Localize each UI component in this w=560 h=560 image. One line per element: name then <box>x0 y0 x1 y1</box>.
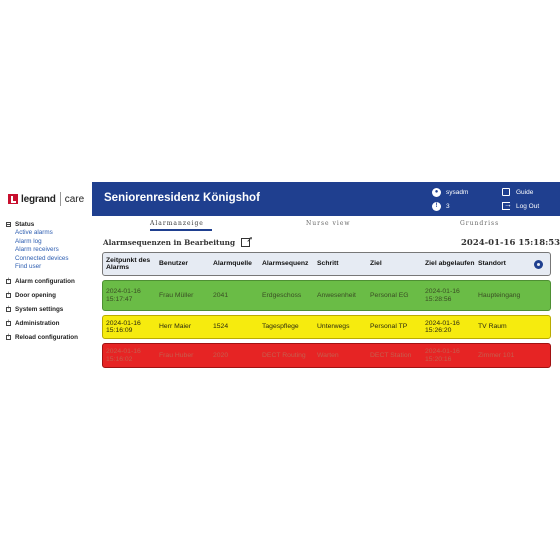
cell-alarm-source: 2041 <box>213 291 229 299</box>
sidebar-item-door-opening[interactable] <box>6 291 92 300</box>
column-header[interactable]: Alarmsequenz <box>262 260 309 268</box>
cell-user: Frau Huber <box>159 351 194 359</box>
view-tabs <box>92 218 560 232</box>
alarm-count-row[interactable] <box>432 199 492 213</box>
cell-user: Frau Müller <box>159 291 194 299</box>
sidebar-item-alarm-receivers[interactable]: Alarm receivers <box>15 246 59 253</box>
cell-target-expired: 2024-01-16 15:28:56 <box>425 288 460 303</box>
user-row[interactable] <box>432 185 492 199</box>
tab-alarmanzeige[interactable]: Alarmanzeige <box>150 220 204 227</box>
expand-icon <box>6 293 11 298</box>
expand-icon <box>6 321 11 326</box>
logo <box>0 182 92 216</box>
sidebar-item-alarm-configuration[interactable] <box>6 277 92 286</box>
sidebar-group-system-settings <box>0 305 92 314</box>
column-header[interactable]: Alarmquelle <box>213 260 252 268</box>
top-bar <box>92 182 560 216</box>
user-status <box>432 185 492 213</box>
logo-product: care <box>64 193 85 205</box>
cell-alarm-sequence: DECT Routing <box>262 351 306 359</box>
cell-target: Personal EG <box>370 291 409 299</box>
alarm-count: 3 <box>446 202 450 210</box>
sidebar-item-label: Alarm configuration <box>15 277 75 285</box>
legrand-logo-icon <box>8 194 18 204</box>
cell-step: Warten <box>317 351 339 359</box>
column-header[interactable]: Ziel <box>370 260 382 268</box>
cell-user: Herr Maier <box>159 323 192 331</box>
sidebar-item-label: Reload configuration <box>15 333 78 341</box>
cell-alarm-sequence: Tagespflege <box>262 323 299 331</box>
sidebar-item-find-user[interactable]: Find user <box>15 263 42 270</box>
column-header[interactable]: Benutzer <box>159 260 189 268</box>
cell-target-expired: 2024-01-16 15:20:16 <box>425 348 460 363</box>
cell-alarm-time: 2024-01-16 15:17:47 <box>106 288 141 303</box>
cell-step: Unterwegs <box>317 323 350 331</box>
book-icon <box>502 188 510 196</box>
logout-link[interactable] <box>502 199 557 213</box>
bell-icon: ! <box>432 202 441 211</box>
cell-location: Haupteingang <box>478 291 521 299</box>
table-row[interactable] <box>102 343 551 368</box>
cell-target: Personal TP <box>370 323 408 331</box>
table-row[interactable] <box>102 280 551 311</box>
sidebar-group-status <box>0 220 92 272</box>
logout-icon <box>502 202 510 210</box>
section-title <box>103 238 250 247</box>
header-links <box>502 185 557 213</box>
cell-alarm-source: 1524 <box>213 323 229 331</box>
alarm-table <box>102 252 551 372</box>
user-icon: ● <box>432 188 441 197</box>
logo-brand: legrand <box>21 193 56 205</box>
sidebar-item-label: Administration <box>15 319 60 327</box>
sidebar-item-status[interactable] <box>6 220 92 229</box>
cell-alarm-time: 2024-01-16 15:16:02 <box>106 348 141 363</box>
sidebar-item-label: Status <box>15 221 35 228</box>
sidebar-item-system-settings[interactable] <box>6 305 92 314</box>
sidebar-item-alarm-log[interactable]: Alarm log <box>15 237 42 245</box>
sidebar-item-administration[interactable] <box>6 319 92 328</box>
active-tab-indicator <box>150 229 212 231</box>
sidebar-group-administration <box>0 319 92 328</box>
external-link-icon[interactable] <box>241 238 250 247</box>
collapse-icon <box>6 222 11 227</box>
page-title: Seniorenresidenz Königshof <box>104 192 260 204</box>
table-header-row <box>102 252 551 276</box>
sidebar-group-reload-configuration <box>0 333 92 342</box>
expand-icon <box>6 335 11 340</box>
sidebar-group-door-opening <box>0 291 92 300</box>
sidebar-group-alarm-configuration <box>0 277 92 286</box>
cell-alarm-time: 2024-01-16 15:16:09 <box>106 319 141 334</box>
cell-target: DECT Station <box>370 351 412 359</box>
sidebar-item-reload-configuration[interactable] <box>6 333 92 342</box>
sidebar <box>0 220 92 347</box>
section-title-text: Alarmsequenzen in Bearbeitung <box>103 238 236 247</box>
logout-label: Log Out <box>516 202 540 210</box>
sidebar-item-active-alarms[interactable]: Active alarms <box>15 229 53 236</box>
user-name: sysadm <box>446 188 469 196</box>
logo-divider <box>60 192 61 206</box>
cell-target-expired: 2024-01-16 15:26:20 <box>425 319 460 334</box>
column-header[interactable]: Schritt <box>317 260 339 268</box>
column-header[interactable]: Ziel abgelaufen <box>425 260 475 268</box>
cell-alarm-source: 2020 <box>213 351 229 359</box>
current-datetime: 2024-01-16 15:18:53 <box>461 238 560 248</box>
cell-step: Anwesenheit <box>317 291 356 299</box>
cell-location: TV Raum <box>478 323 507 331</box>
cell-location: Zimmer 101 <box>478 351 515 359</box>
column-header[interactable]: Standort <box>478 260 506 268</box>
sidebar-item-label: Door opening <box>15 291 56 299</box>
expand-icon <box>6 279 11 284</box>
guide-link[interactable] <box>502 185 557 199</box>
tab-grundriss[interactable]: Grundriss <box>460 220 500 227</box>
column-header[interactable]: Zeitpunkt des Alarms <box>106 256 151 271</box>
sidebar-item-connected-devices[interactable]: Connected devices <box>15 254 69 262</box>
table-row[interactable] <box>102 315 551 339</box>
tab-nurse-view[interactable]: Nurse view <box>306 220 351 227</box>
guide-label: Guide <box>516 188 534 196</box>
sidebar-item-label: System settings <box>15 305 64 313</box>
expand-icon <box>6 307 11 312</box>
gear-icon[interactable] <box>534 260 543 269</box>
cell-alarm-sequence: Erdgeschoss <box>262 291 302 299</box>
